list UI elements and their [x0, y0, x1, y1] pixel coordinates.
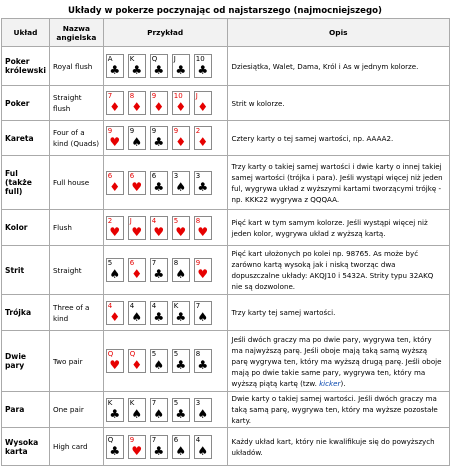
playing-card — [172, 91, 190, 115]
playing-card — [150, 349, 168, 373]
card-group — [106, 91, 225, 115]
card-rank: J — [195, 92, 198, 100]
playing-card — [128, 126, 146, 150]
playing-card — [172, 301, 190, 325]
kicker-link[interactable]: kicker — [319, 378, 341, 388]
diamond-suit-icon: ♦ — [131, 100, 143, 114]
spade-suit-icon: ♠ — [175, 443, 187, 458]
table-row — [2, 428, 450, 466]
card-rank: 8 — [173, 259, 179, 267]
hand-english-name: One pair — [49, 392, 103, 428]
hand-name: Kareta — [2, 121, 50, 156]
spade-suit-icon: ♠ — [197, 443, 209, 458]
card-rank: 9 — [107, 127, 113, 135]
table-row — [2, 47, 450, 86]
club-suit-icon: ♣ — [109, 63, 121, 77]
hand-example — [103, 210, 227, 246]
table-row — [2, 210, 450, 246]
hand-example — [103, 428, 227, 466]
playing-card — [128, 216, 146, 240]
card-rank: Q — [151, 55, 158, 63]
club-suit-icon: ♣ — [197, 63, 209, 77]
card-rank: K — [129, 55, 135, 63]
hand-english-name: Three of a kind — [49, 295, 103, 331]
card-rank: 8 — [195, 216, 201, 225]
playing-card — [194, 435, 212, 459]
playing-card — [106, 258, 124, 282]
card-group — [106, 171, 225, 195]
card-group — [106, 398, 225, 422]
spade-suit-icon: ♠ — [197, 406, 209, 421]
diamond-suit-icon: ♦ — [109, 179, 121, 194]
hand-name: Trójka — [2, 295, 50, 331]
card-rank: 6 — [173, 435, 179, 444]
description-text: Dziesiątka, Walet, Dama, Król i As w jednym kolorze. — [231, 61, 419, 71]
spade-suit-icon: ♠ — [197, 309, 209, 324]
description-text: Cztery karty o tej samej wartości, np. AAAA2. — [231, 133, 394, 143]
playing-card — [150, 91, 168, 115]
club-suit-icon: ♣ — [131, 63, 143, 77]
club-suit-icon: ♣ — [153, 309, 165, 324]
hand-english-name: Two pair — [49, 331, 103, 392]
club-suit-icon: ♣ — [153, 267, 165, 281]
card-rank: 5 — [173, 350, 179, 358]
hand-english-name: Straight — [49, 246, 103, 295]
card-group — [106, 435, 225, 459]
description-text: Każdy układ kart, który nie kwalifikuje się do powyższych układów. — [231, 436, 435, 457]
card-group — [106, 126, 225, 150]
heart-suit-icon: ♥ — [197, 224, 209, 239]
club-suit-icon: ♣ — [197, 179, 209, 194]
playing-card — [194, 398, 212, 422]
diamond-suit-icon: ♦ — [131, 358, 143, 372]
playing-card — [150, 171, 168, 195]
hand-description — [227, 210, 449, 246]
description-text: Trzy karty o takiej samej wartości i dwie karty o innej takiej samej wartości (trójka i para). Jeśli wystąpi więcej niż jeden ful, wygrywa układ z wyższymi kartami tworzącymi trójkę - np. KKK22 wygrywa z QQQAA. — [231, 161, 443, 204]
playing-card — [106, 216, 124, 240]
heart-suit-icon: ♥ — [131, 224, 143, 239]
playing-card — [172, 349, 190, 373]
card-rank: Q — [107, 350, 114, 358]
card-rank: 6 — [129, 171, 135, 180]
header-uklad: Układ — [2, 19, 50, 47]
playing-card — [150, 54, 168, 78]
hand-example — [103, 156, 227, 210]
playing-card — [150, 216, 168, 240]
description-text: Strit w kolorze. — [231, 98, 285, 108]
card-rank: 2 — [195, 127, 201, 135]
heart-suit-icon: ♥ — [109, 224, 121, 239]
club-suit-icon: ♣ — [153, 179, 165, 194]
heart-suit-icon: ♥ — [153, 224, 165, 239]
playing-card — [172, 126, 190, 150]
hand-english-name: Flush — [49, 210, 103, 246]
playing-card — [172, 171, 190, 195]
card-rank: J — [129, 216, 132, 225]
club-suit-icon: ♣ — [153, 63, 165, 77]
spade-suit-icon: ♠ — [131, 406, 143, 421]
table-row — [2, 121, 450, 156]
playing-card — [150, 258, 168, 282]
table-row — [2, 86, 450, 121]
heart-suit-icon: ♥ — [131, 443, 143, 458]
card-rank: 7 — [195, 301, 201, 310]
spade-suit-icon: ♠ — [153, 358, 165, 372]
hand-description — [227, 121, 449, 156]
playing-card — [150, 398, 168, 422]
card-group — [106, 216, 225, 240]
table-caption: Układy w pokerze poczynając od najstarszego (najmocniejszego) — [68, 6, 382, 16]
hand-description — [227, 428, 449, 466]
hand-description — [227, 86, 449, 121]
playing-card — [194, 54, 212, 78]
playing-card — [128, 435, 146, 459]
table-row — [2, 156, 450, 210]
playing-card — [128, 171, 146, 195]
spade-suit-icon: ♠ — [175, 267, 187, 281]
hand-example — [103, 246, 227, 295]
spade-suit-icon: ♠ — [131, 309, 143, 324]
card-group — [106, 54, 225, 78]
playing-card — [106, 54, 124, 78]
playing-card — [194, 216, 212, 240]
table-row — [2, 331, 450, 392]
heart-suit-icon: ♥ — [131, 179, 143, 194]
spade-suit-icon: ♠ — [131, 135, 143, 149]
club-suit-icon: ♣ — [197, 358, 209, 372]
playing-card — [128, 91, 146, 115]
club-suit-icon: ♣ — [175, 358, 187, 372]
description-text: Dwie karty o takiej samej wartości. Jeśli dwóch graczy ma taką samą parę, wygrywa ten, który ma wyższe pozostałe karty. — [231, 394, 438, 425]
playing-card — [106, 435, 124, 459]
card-rank: 9 — [129, 435, 135, 444]
diamond-suit-icon: ♦ — [175, 135, 187, 149]
playing-card — [194, 91, 212, 115]
club-suit-icon: ♣ — [109, 443, 121, 458]
playing-card — [194, 258, 212, 282]
playing-card — [106, 398, 124, 422]
card-rank: 4 — [129, 301, 135, 310]
hand-example — [103, 121, 227, 156]
card-rank: 9 — [173, 127, 179, 135]
hand-name: Wysoka karta — [2, 428, 50, 466]
hand-english-name: Royal flush — [49, 47, 103, 86]
playing-card — [128, 301, 146, 325]
card-rank: 8 — [129, 92, 135, 100]
card-rank: K — [173, 301, 179, 310]
card-rank: 3 — [173, 171, 179, 180]
hand-description — [227, 246, 449, 295]
playing-card — [194, 301, 212, 325]
playing-card — [128, 258, 146, 282]
playing-card — [194, 126, 212, 150]
hand-name: Para — [2, 392, 50, 428]
card-rank: 6 — [151, 171, 157, 180]
heart-suit-icon: ♥ — [109, 358, 121, 372]
hand-example — [103, 331, 227, 392]
card-rank: 4 — [151, 301, 157, 310]
card-rank: 9 — [195, 259, 201, 267]
header-english-name: Nazwa angielska — [49, 19, 103, 47]
diamond-suit-icon: ♦ — [197, 135, 209, 149]
hand-example — [103, 47, 227, 86]
diamond-suit-icon: ♦ — [197, 100, 209, 114]
hand-description — [227, 156, 449, 210]
card-rank: 8 — [195, 350, 201, 358]
playing-card — [106, 301, 124, 325]
card-rank: 4 — [107, 301, 113, 310]
heart-suit-icon: ♥ — [109, 135, 121, 149]
table-row — [2, 295, 450, 331]
card-rank: 10 — [195, 55, 205, 63]
playing-card — [150, 435, 168, 459]
description-text: Pięć kart w tym samym kolorze. Jeśli wystąpi więcej niż jeden kolor, wygrywa układ z wyższą kartą. — [231, 217, 428, 238]
card-rank: K — [129, 398, 135, 407]
hand-english-name: Full house — [49, 156, 103, 210]
playing-card — [128, 54, 146, 78]
card-group — [106, 301, 225, 325]
card-rank: Q — [129, 350, 136, 358]
club-suit-icon: ♣ — [153, 135, 165, 149]
playing-card — [194, 349, 212, 373]
card-rank: 9 — [129, 127, 135, 135]
playing-card — [106, 126, 124, 150]
card-rank: 5 — [173, 216, 179, 225]
playing-card — [128, 349, 146, 373]
card-rank: 7 — [151, 398, 157, 407]
card-rank: K — [107, 398, 113, 407]
card-rank: A — [107, 55, 113, 63]
diamond-suit-icon: ♦ — [131, 267, 143, 281]
playing-card — [172, 435, 190, 459]
hand-english-name: Straight flush — [49, 86, 103, 121]
playing-card — [106, 349, 124, 373]
hand-example — [103, 295, 227, 331]
description-text: ). — [340, 378, 346, 388]
hand-name: Kolor — [2, 210, 50, 246]
spade-suit-icon: ♠ — [109, 267, 121, 281]
diamond-suit-icon: ♦ — [153, 100, 165, 114]
playing-card — [106, 171, 124, 195]
card-rank: 6 — [129, 259, 135, 267]
table-row — [2, 246, 450, 295]
playing-card — [172, 54, 190, 78]
card-rank: 10 — [173, 92, 183, 100]
playing-card — [150, 126, 168, 150]
spade-suit-icon: ♠ — [153, 406, 165, 421]
diamond-suit-icon: ♦ — [109, 309, 121, 324]
club-suit-icon: ♣ — [109, 406, 121, 421]
hand-english-name: Four of a kind (Quads) — [49, 121, 103, 156]
card-rank: 5 — [107, 259, 113, 267]
poker-hands-table — [1, 18, 450, 466]
diamond-suit-icon: ♦ — [109, 100, 121, 114]
card-rank: 3 — [195, 171, 201, 180]
card-rank: 7 — [107, 92, 113, 100]
card-rank: 4 — [195, 435, 201, 444]
hand-example — [103, 86, 227, 121]
playing-card — [128, 398, 146, 422]
card-rank: 6 — [107, 171, 113, 180]
hand-name: Strit — [2, 246, 50, 295]
hand-name: Dwie pary — [2, 331, 50, 392]
playing-card — [172, 398, 190, 422]
card-rank: Q — [107, 435, 114, 444]
hand-name: Poker królewski — [2, 47, 50, 86]
header-row — [2, 19, 450, 47]
card-rank: 9 — [151, 92, 157, 100]
header-description: Opis — [227, 19, 449, 47]
club-suit-icon: ♣ — [175, 406, 187, 421]
playing-card — [106, 91, 124, 115]
description-text: Pięć kart ułożonych po kolei np. 98765. As może być zarówno kartą wysoką jak i niską tworząc dwa dopuszczalne układy: AKQJ10 i 5432A. Strity typu 32AKQ nie są dozwolone. — [231, 249, 434, 291]
club-suit-icon: ♣ — [175, 63, 187, 77]
hand-description — [227, 331, 449, 392]
hand-english-name: High card — [49, 428, 103, 466]
hand-example — [103, 392, 227, 428]
hand-name: Ful (także full) — [2, 156, 50, 210]
card-rank: 5 — [173, 398, 179, 407]
card-rank: 5 — [151, 350, 157, 358]
table-row — [2, 392, 450, 428]
playing-card — [172, 216, 190, 240]
spade-suit-icon: ♠ — [175, 179, 187, 194]
club-suit-icon: ♣ — [153, 443, 165, 458]
hand-name: Poker — [2, 86, 50, 121]
playing-card — [150, 301, 168, 325]
playing-card — [172, 258, 190, 282]
card-rank: 2 — [107, 216, 113, 225]
card-group — [106, 258, 225, 282]
card-group — [106, 349, 225, 373]
playing-card — [194, 171, 212, 195]
card-rank: 9 — [151, 127, 157, 135]
club-suit-icon: ♣ — [175, 309, 187, 324]
card-rank: 7 — [151, 435, 157, 444]
heart-suit-icon: ♥ — [175, 224, 187, 239]
table-body — [2, 47, 450, 466]
description-text: Trzy karty tej samej wartości. — [231, 308, 336, 317]
card-rank: J — [173, 55, 176, 63]
heart-suit-icon: ♥ — [197, 267, 209, 281]
card-rank: 7 — [151, 259, 157, 267]
card-rank: 4 — [151, 216, 157, 225]
hand-description — [227, 295, 449, 331]
card-rank: 3 — [195, 398, 201, 407]
diamond-suit-icon: ♦ — [175, 100, 187, 114]
description-text: Jeśli dwóch graczy ma po dwie pary, wygrywa ten, który ma najwyższą parę. Jeśli oboje mają taką samą wyższą parę wygrywa ten, który ma wyższą drugą parę. Jeśli oboje mają po dwie takie same pary, wygrywa ten, który ma wyższą piątą kartę (tzw. — [231, 334, 442, 388]
hand-description — [227, 47, 449, 86]
header-example: Przykład — [103, 19, 227, 47]
hand-description — [227, 392, 449, 428]
